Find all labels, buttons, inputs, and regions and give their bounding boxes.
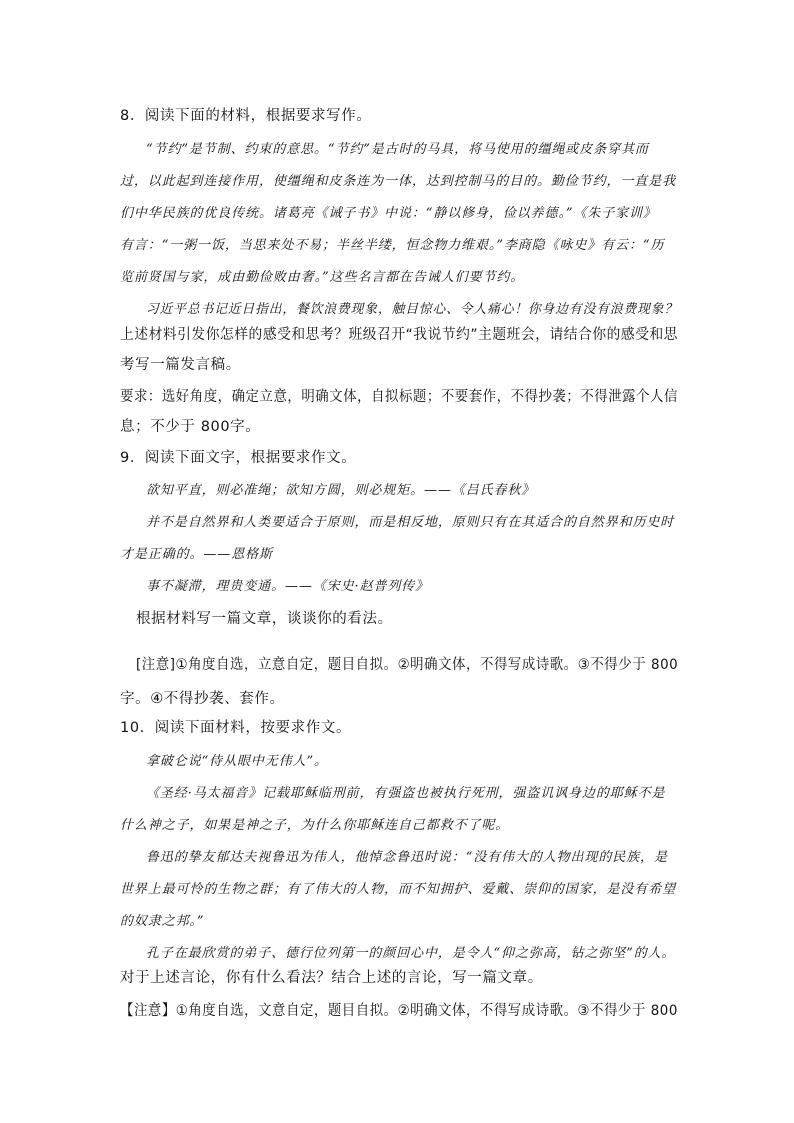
q8-material-line: 有言：“一粥一饭，当思来处不易；半丝半缕，恒念物力维艰。”李商隐《咏史》有云：“历 [120, 238, 665, 253]
q8-task-line: 考写一篇发言稿。 [120, 357, 241, 373]
q10-note-line: 【注意】①角度自选，文意自定，题目自拟。②明确文体，不得写成诗歌。③不得少于 800 [120, 1003, 678, 1019]
q8-material-line: 过，以此起到连接作用，使缰绳和皮条连为一体，达到控制马的目的。勤俭节约，一直是我 [120, 174, 677, 189]
q9-material-line: 才是正确的。——恩格斯 [120, 547, 273, 562]
q9-note-line: 字。④不得抄袭、套作。 [120, 691, 285, 707]
q8-requirement-line: 息；不少于 800字。 [120, 419, 261, 435]
q8-material-line: 习近平总书记近日指出，餐饮浪费现象，触目惊心、令人痛心！你身边有没有浪费现象？ [146, 302, 679, 317]
q9-material-line: 并不是自然界和人类要适合于原则，而是相反地，原则只有在其适合的自然界和历史时 [146, 515, 675, 530]
q9-note-line: [注意]①角度自选，立意自定，题目自拟。②明确文体，不得写成诗歌。③不得少于 800 [136, 657, 679, 673]
q9-material-line: 事不凝滞，理贵变通。——《宋史·赵普列传》 [146, 579, 430, 594]
q8-material-line: 览前贤国与家，成由勤俭败由奢。”这些名言都在告诫人们要节约。 [120, 270, 525, 285]
q9-material-line: 欲知平直，则必准绳；欲知方圆，则必规矩。——《吕氏春秋》 [146, 483, 536, 498]
q10-material-line: 世界上最可怜的生物之群；有了伟大的人物，而不知拥护、爱戴、崇仰的国家，是没有希望 [120, 882, 677, 897]
q8-material-line: “节约”是节制、约束的意思。“节约”是古时的马具，将马使用的缰绳或皮条穿其而 [146, 142, 649, 157]
q10-material-line: 的奴隶之邦。” [120, 914, 205, 929]
q8-task-line: 上述材料引发你怎样的感受和思考？班级召开“我说节约”主题班会，请结合你的感受和思 [120, 327, 679, 343]
q10-material-line: 拿破仑说“侍从眼中无伟人”。 [146, 754, 328, 769]
q9-task-line: 根据材料写一篇文章，谈谈你的看法。 [136, 611, 393, 627]
q10-material-line: 《圣经·马太福音》记载耶稣临刑前，有强盗也被执行死刑，强盗讥讽身边的耶稣不是 [146, 786, 666, 801]
q10-material-line: 孔子在最欣赏的弟子、德行位列第一的颜回心中，是令人“仰之弥高，钻之弥坚”的人。 [146, 946, 676, 961]
q8-heading: 8．阅读下面的材料，根据要求写作。 [120, 108, 372, 124]
q10-material-line: 鲁迅的挚友郁达夫视鲁迅为伟人，他悼念鲁迅时说：“没有伟大的人物出现的民族，是 [146, 850, 668, 865]
q10-task-line: 对于上述言论，你有什么看法？结合上述的言论，写一篇文章。 [120, 970, 543, 986]
q9-heading: 9．阅读下面文字，根据要求作文。 [120, 450, 357, 466]
q10-material-line: 什么神之子，如果是神之子，为什么你耶稣连自己都救不了呢。 [120, 818, 510, 833]
q8-material-line: 们中华民族的优良传统。诸葛亮《诫子书》中说：“静以修身，俭以养德。”《朱子家训》 [120, 206, 657, 221]
q8-requirement-line: 要求：选好角度，确定立意，明确文体，自拟标题；不要套作，不得抄袭；不得泄露个人信 [120, 389, 678, 405]
q10-heading: 10．阅读下面材料，按要求作文。 [120, 720, 352, 736]
